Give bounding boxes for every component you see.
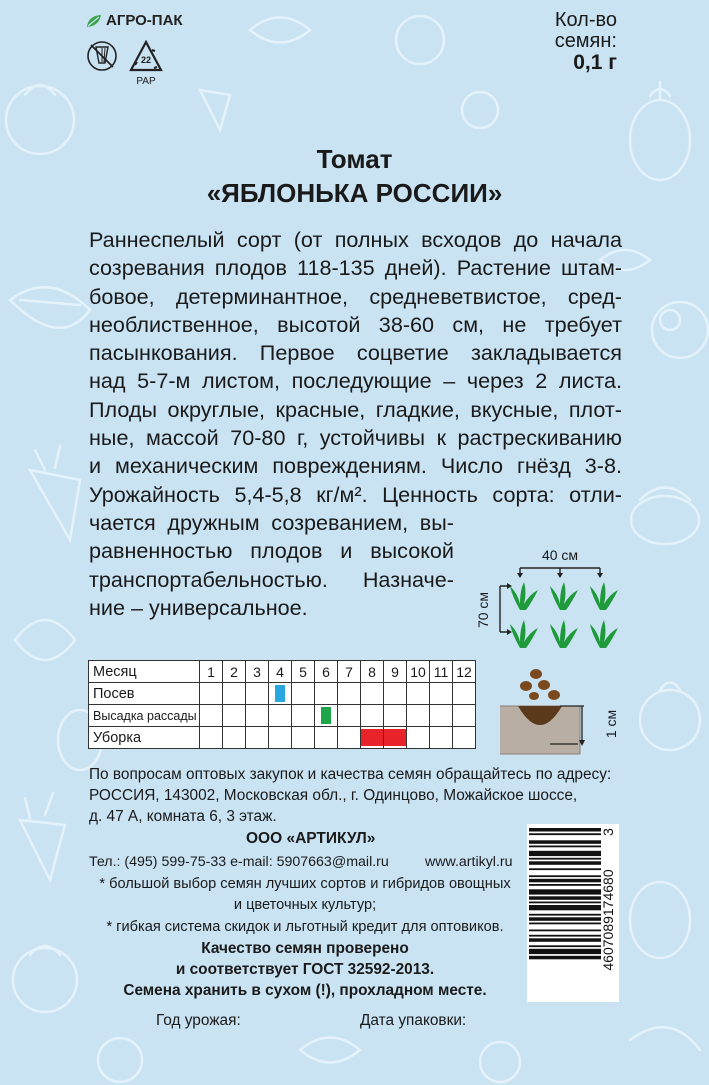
barcode-bar xyxy=(529,868,601,870)
calendar-cell xyxy=(315,705,338,727)
contact-address-3: д. 47 А, комната 6, 3 этаж. xyxy=(89,808,277,825)
barcode-bar xyxy=(529,956,601,960)
calendar-row-label: Уборка xyxy=(89,727,200,749)
calendar-cell xyxy=(384,705,407,727)
calendar-cell xyxy=(338,683,361,705)
calendar-month-12: 12 xyxy=(453,661,476,683)
product-title: «ЯБЛОНЬКА РОССИИ» xyxy=(206,178,503,208)
barcode-bar xyxy=(529,949,601,954)
calendar-cell xyxy=(338,727,361,749)
calendar-row-label: Высадка рассады xyxy=(89,705,200,727)
desc-line: созревания плодов 118-135 дней). Растение штам- xyxy=(89,255,622,281)
calendar-month-10: 10 xyxy=(407,661,430,683)
calendar-month-11: 11 xyxy=(430,661,453,683)
calendar-cell xyxy=(269,727,292,749)
calendar-row xyxy=(89,705,476,727)
sowing-calendar xyxy=(88,660,476,749)
calendar-cell xyxy=(223,705,246,727)
barcode-bar xyxy=(529,917,601,921)
note-2: * гибкая система скидок и льготный кредит для оптовиков. xyxy=(106,919,504,935)
scheme-height-label: 70 см xyxy=(475,591,491,629)
desc-line: и механическим повреждениям. Число гнёзд 3-8. xyxy=(89,453,622,479)
calendar-cell xyxy=(315,683,338,705)
contact-address-2: РОССИЯ, 143002, Московская обл., г. Одинцово, Можайское шоссе, xyxy=(89,787,578,804)
phone-email: Тел.: (495) 599-75-33 e-mail: 5907663@mail.ru xyxy=(89,854,389,870)
calendar-cell xyxy=(407,727,430,749)
brand-logo xyxy=(86,12,183,29)
barcode-bars xyxy=(527,824,619,1002)
barcode-bar xyxy=(529,889,601,894)
calendar-month-6: 6 xyxy=(315,661,338,683)
barcode-bar xyxy=(529,896,601,900)
calendar-header-row xyxy=(89,661,476,683)
calendar-cell xyxy=(453,727,476,749)
calendar-cell xyxy=(246,705,269,727)
calendar-cell xyxy=(315,727,338,749)
packaging-marks xyxy=(86,40,164,92)
calendar-cell xyxy=(338,705,361,727)
calendar-cell xyxy=(430,727,453,749)
desc-line: ные, массой 70-80 г, устойчивы к растрескиванию xyxy=(89,425,622,451)
desc-line: транспортабельностью. Назначе- xyxy=(89,566,454,592)
recycle-label: PAP xyxy=(136,76,156,87)
calendar-mark xyxy=(361,729,383,746)
desc-line: Плоды округлые, красные, гладкие, вкусные, плот- xyxy=(89,396,622,422)
calendar-cell xyxy=(384,683,407,705)
desc-line: Урожайность 5,4-5,8 кг/м². Ценность сорта: отли- xyxy=(89,481,622,507)
barcode-check-digit: 3 xyxy=(600,828,616,836)
barcode-bar xyxy=(529,840,601,844)
calendar-cell xyxy=(384,727,407,749)
barcode-bar xyxy=(529,938,601,942)
barcode-bar xyxy=(529,945,601,947)
barcode-bar xyxy=(529,828,601,832)
calendar-row xyxy=(89,727,476,749)
calendar-cell xyxy=(430,683,453,705)
desc-line: над 5-7-м листом, последующие – через 2 листа. xyxy=(89,368,622,394)
harvest-year-label: Год урожая: xyxy=(156,1012,241,1029)
desc-line: бовое, детерминантное, средневетвистое, сред- xyxy=(89,283,622,309)
leaf-logo-icon xyxy=(86,14,102,28)
sowing-depth-diagram xyxy=(498,668,622,758)
barcode-bar xyxy=(529,858,601,860)
calendar-month-9: 9 xyxy=(384,661,407,683)
no-food-glass-icon xyxy=(86,40,118,72)
calendar-header-label: Месяц xyxy=(89,661,200,683)
calendar-month-2: 2 xyxy=(223,661,246,683)
storage-note: Семена хранить в сухом (!), прохладном месте. xyxy=(123,982,487,999)
desc-line: необлиственное, высотой 38-60 см, не требует xyxy=(89,311,622,337)
calendar-cell xyxy=(200,727,223,749)
calendar-cell xyxy=(269,683,292,705)
seed-count xyxy=(555,10,617,73)
calendar-cell xyxy=(292,683,315,705)
quality-note-2: и соответствует ГОСТ 32592-2013. xyxy=(175,961,435,978)
calendar-cell xyxy=(223,727,246,749)
barcode xyxy=(527,824,619,1002)
planting-scheme-diagram xyxy=(470,540,620,652)
calendar-cell xyxy=(407,705,430,727)
calendar-cell xyxy=(200,683,223,705)
barcode-bar xyxy=(529,884,601,886)
calendar-cell xyxy=(223,683,246,705)
pack-date-label: Дата упаковки: xyxy=(360,1012,467,1029)
calendar-cell xyxy=(407,683,430,705)
barcode-bar xyxy=(529,846,601,848)
calendar-cell xyxy=(430,705,453,727)
brand-name: АГРО-ПАК xyxy=(106,12,183,29)
calendar-cell xyxy=(269,705,292,727)
barcode-bar xyxy=(529,935,601,937)
calendar-cell xyxy=(361,705,384,727)
calendar-row xyxy=(89,683,476,705)
calendar-cell xyxy=(246,683,269,705)
barcode-bar xyxy=(529,851,601,856)
calendar-month-7: 7 xyxy=(338,661,361,683)
barcode-bar xyxy=(529,879,601,883)
desc-line: чается дружным созреванием, вы- xyxy=(89,509,454,535)
desc-line: Раннеспелый сорт (от полных всходов до начала xyxy=(89,227,622,252)
calendar-mark xyxy=(275,685,285,702)
calendar-mark xyxy=(321,707,331,724)
calendar-mark xyxy=(384,729,406,746)
product-type: Томат xyxy=(316,144,393,174)
calendar-cell xyxy=(453,705,476,727)
calendar-cell xyxy=(200,705,223,727)
seed-icons xyxy=(520,669,560,700)
barcode-bar xyxy=(529,905,601,910)
recycling-mark xyxy=(128,40,164,92)
desc-line: ние – универсальное. xyxy=(89,594,308,620)
barcode-bar xyxy=(529,923,601,925)
seed-count-label-2: семян: xyxy=(554,30,617,52)
company-name: ООО «АРТИКУЛ» xyxy=(246,830,376,847)
barcode-number: 4607089174680 xyxy=(600,869,616,971)
barcode-bar xyxy=(529,833,601,835)
depth-label: 1 см xyxy=(603,709,619,739)
calendar-month-1: 1 xyxy=(200,661,223,683)
seed-count-value: 0,1 г xyxy=(573,51,617,74)
calendar-cell xyxy=(453,683,476,705)
website[interactable]: www.artikyl.ru xyxy=(425,854,513,870)
contact-address-1: По вопросам оптовых закупок и качества семян обращайтесь по адресу: xyxy=(89,766,612,783)
calendar-cell xyxy=(292,727,315,749)
plant-icons xyxy=(510,582,618,648)
note-1b: и цветочных культур; xyxy=(233,897,377,913)
calendar-month-3: 3 xyxy=(246,661,269,683)
calendar-row-label: Посев xyxy=(89,683,200,705)
desc-line: равненностью плодов и высокой xyxy=(89,538,454,564)
scheme-width-label: 40 см xyxy=(541,547,579,563)
barcode-bar xyxy=(529,902,601,904)
seed-count-label-1: Кол-во xyxy=(554,9,617,31)
barcode-bar xyxy=(529,875,601,877)
calendar-cell xyxy=(361,727,384,749)
calendar-month-4: 4 xyxy=(269,661,292,683)
calendar-month-5: 5 xyxy=(292,661,315,683)
barcode-bar xyxy=(529,914,601,916)
barcode-bar xyxy=(529,930,601,932)
quality-note-1: Качество семян проверено xyxy=(201,940,409,957)
note-1a: * большой выбор семян лучших сортов и гибридов овощных xyxy=(99,876,511,892)
barcode-bar xyxy=(529,861,601,865)
calendar-cell xyxy=(292,705,315,727)
recycle-code: 22 xyxy=(140,55,151,65)
calendar-cell xyxy=(246,727,269,749)
desc-line: пасынкования. Первое соцветие закладывается xyxy=(89,340,622,366)
calendar-month-8: 8 xyxy=(361,661,384,683)
calendar-cell xyxy=(361,683,384,705)
